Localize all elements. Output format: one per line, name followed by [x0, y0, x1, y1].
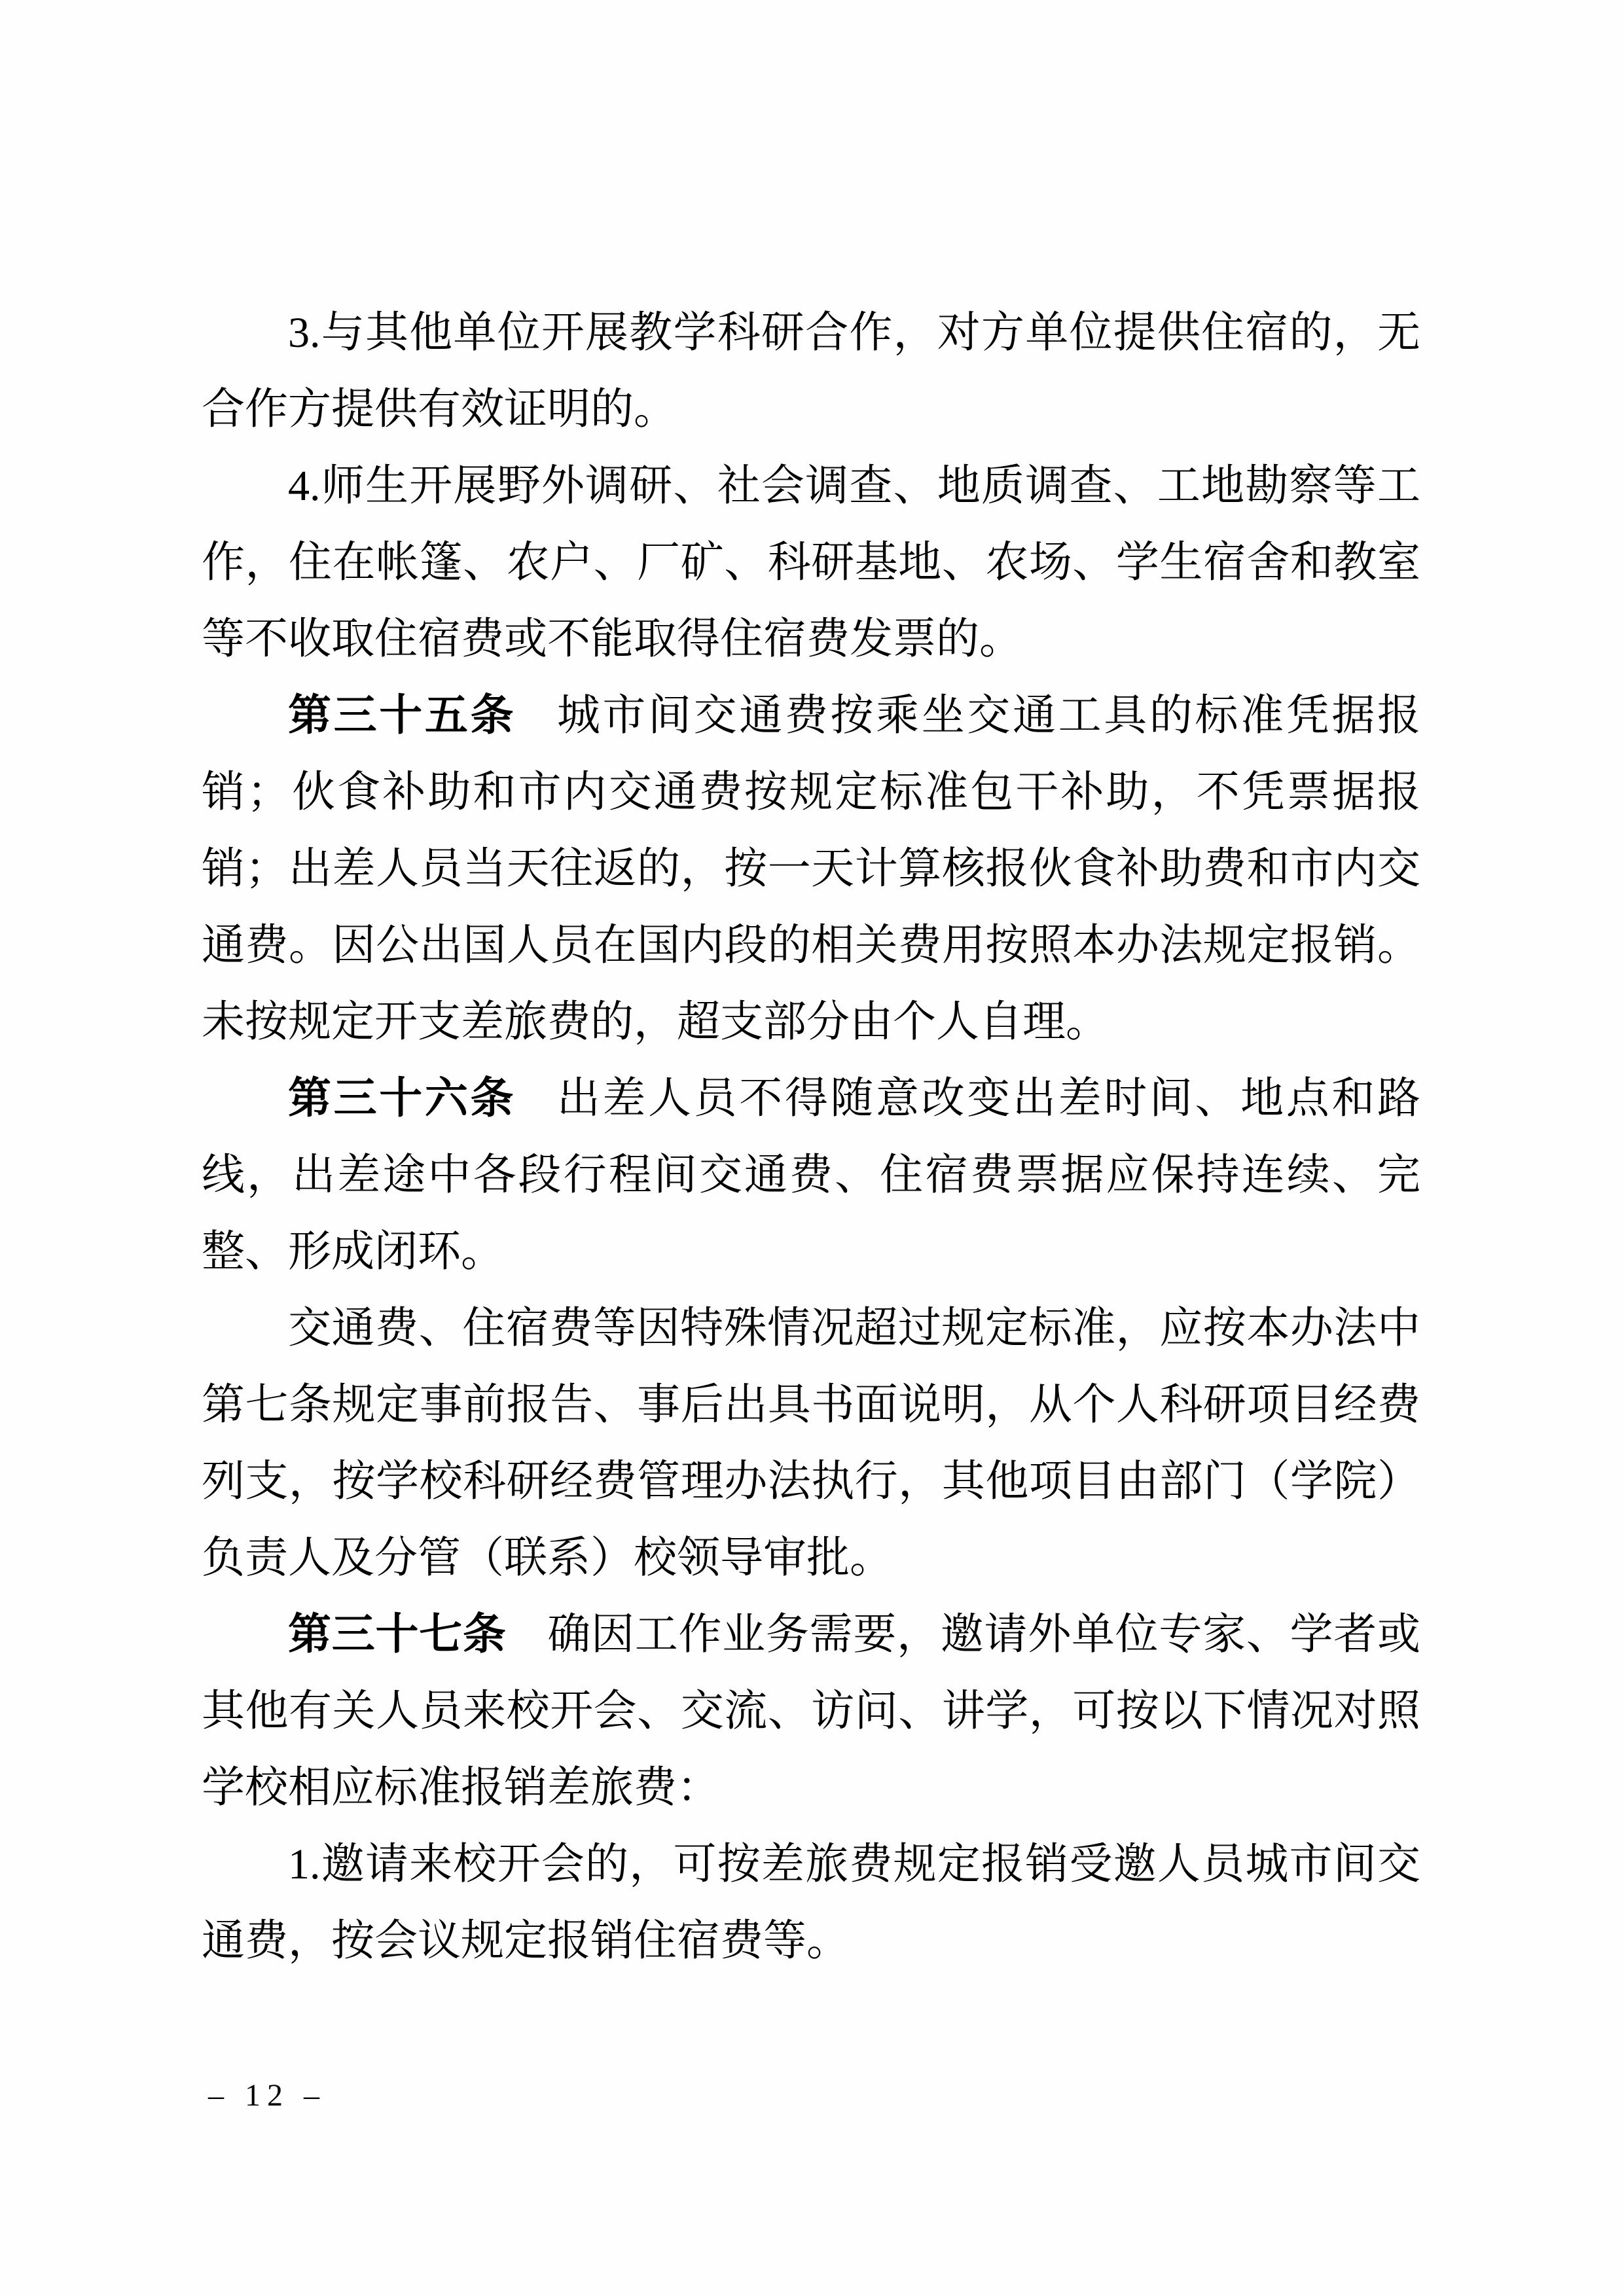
- article-number: 第三十七条: [288, 1611, 507, 1659]
- paragraph-text: 3.与其他单位开展教学科研合作，对方单位提供住宿的，无合作方提供有效证明的。: [202, 309, 1420, 433]
- paragraph: [202, 1596, 1420, 1826]
- paragraph-text: 交通费、住宿费等因特殊情况超过规定标准，应按本办法中第七条规定事前报告、事后出具书面说明，从个人科研项目经费列支，按学校科研经费管理办法执行，其他项目由部门（学院）负责人及分管（联系）校领导审批。: [202, 1304, 1420, 1582]
- paragraph-text: 1.邀请来校开会的，可按差旅费规定报销受邀人员城市间交通费，按会议规定报销住宿费等。: [202, 1840, 1420, 1965]
- paragraph: [202, 1826, 1420, 1979]
- paragraph: [202, 1290, 1420, 1596]
- paragraph: [202, 295, 1420, 448]
- page-number: – 12 –: [208, 2078, 326, 2113]
- paragraph: [202, 1060, 1420, 1290]
- document-body: [202, 295, 1420, 1979]
- article-number: 第三十五条: [288, 692, 516, 740]
- paragraph-text: 城市间交通费按乘坐交通工具的标准凭据报销；伙食补助和市内交通费按规定标准包干补助，不凭票据报销；出差人员当天往返的，按一天计算核报伙食补助费和市内交通费。因公出国人员在国内段的相关费用按照本办法规定报销。未按规定开支差旅费的，超支部分由个人自理。: [202, 692, 1421, 1046]
- paragraph-text: 确因工作业务需要，邀请外单位专家、学者或其他有关人员来校开会、交流、访问、讲学，可按以下情况对照学校相应标准报销差旅费：: [202, 1611, 1421, 1812]
- paragraph: [202, 677, 1420, 1060]
- article-number: 第三十六条: [288, 1075, 516, 1122]
- paragraph-text: 4.师生开展野外调研、社会调查、地质调查、工地勘察等工作，住在帐篷、农户、厂矿、科研基地、农场、学生宿舍和教室等不收取住宿费或不能取得住宿费发票的。: [202, 462, 1420, 663]
- paragraph: [202, 448, 1420, 677]
- paragraph-text: 出差人员不得随意改变出差时间、地点和路线，出差途中各段行程间交通费、住宿费票据应保持连续、完整、形成闭环。: [202, 1075, 1421, 1276]
